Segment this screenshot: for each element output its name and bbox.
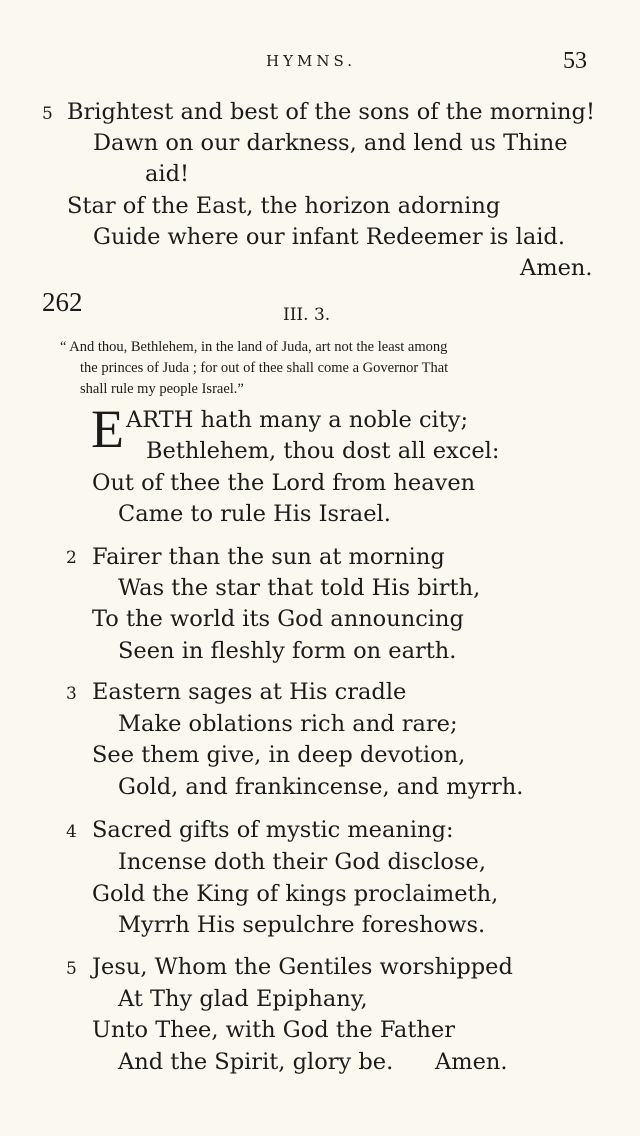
- verse-line: Myrrh His sepulchre foreshows.: [118, 912, 486, 938]
- verse-number: 2: [66, 548, 77, 568]
- verse-line: At Thy glad Epiphany,: [118, 986, 368, 1012]
- verse-line: To the world its God announcing: [92, 606, 464, 632]
- page-number: 53: [563, 48, 587, 74]
- verse-line: Unto Thee, with God the Father: [92, 1017, 455, 1043]
- hymn-meter: III. 3.: [283, 305, 331, 325]
- verse-line: Guide where our infant Redeemer is laid.: [93, 224, 565, 250]
- verse-line: Star of the East, the horizon adorning: [67, 193, 501, 219]
- verse-line: Fairer than the sun at morning: [92, 544, 445, 570]
- verse-line: Eastern sages at His cradle: [92, 679, 407, 705]
- verse-line: Out of thee the Lord from heaven: [92, 470, 476, 496]
- epigraph-line: shall rule my people Israel.”: [80, 381, 244, 397]
- verse-line: See them give, in deep devotion,: [92, 742, 466, 768]
- verse-line: aid!: [145, 161, 190, 187]
- verse-number: 5: [42, 104, 53, 124]
- verse-line: Make oblations rich and rare;: [118, 711, 458, 737]
- verse-line: Came to rule His Israel.: [118, 501, 391, 527]
- verse-line: Incense doth their God disclose,: [118, 849, 486, 875]
- verse-number: 4: [66, 822, 77, 842]
- verse-number: 5: [66, 959, 77, 979]
- epigraph-line: the princes of Juda ; for out of thee shall come a Governor That: [80, 360, 449, 376]
- verse-line: Gold, and frankincense, and myrrh.: [118, 774, 524, 800]
- drop-cap: E: [91, 399, 124, 459]
- verse-line: And the Spirit, glory be.: [118, 1049, 394, 1075]
- amen-text: Amen.: [520, 255, 593, 281]
- verse-number: 3: [66, 684, 77, 704]
- epigraph-line: “ And thou, Bethlehem, in the land of Juda, art not the least among: [60, 339, 448, 355]
- verse-line: Seen in fleshly form on earth.: [118, 638, 457, 664]
- verse-line: Brightest and best of the sons of the morning!: [67, 99, 595, 125]
- running-title: HYMNS.: [266, 52, 356, 70]
- verse-line: Gold the King of kings proclaimeth,: [92, 881, 499, 907]
- verse-line: Jesu, Whom the Gentiles worshipped: [92, 954, 513, 980]
- amen-text: Amen.: [435, 1049, 508, 1075]
- verse-line: Dawn on our darkness, and lend us Thine: [93, 130, 568, 156]
- verse-line: Was the star that told His birth,: [118, 575, 481, 601]
- verse-line: Bethlehem, thou dost all excel:: [146, 438, 500, 464]
- verse-line: Sacred gifts of mystic meaning:: [92, 817, 454, 843]
- verse-line: ARTH hath many a noble city;: [126, 407, 469, 433]
- hymn-number: 262: [42, 287, 83, 317]
